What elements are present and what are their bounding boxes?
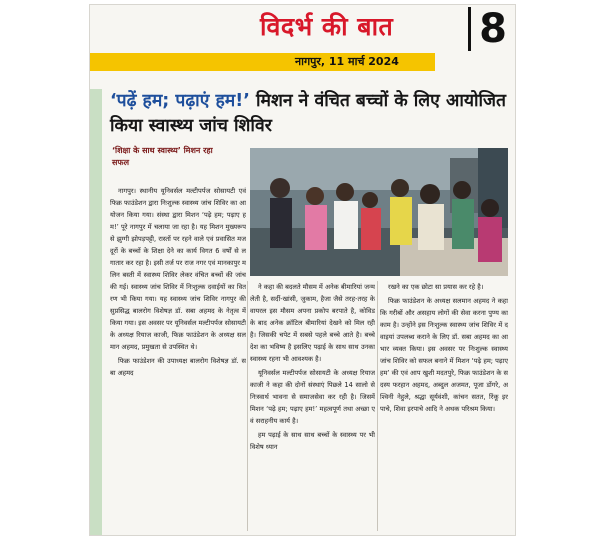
masthead-title: विदर्भ की बात [260, 12, 394, 41]
col2-paragraph: हम पढ़ाई के साथ साथ बच्चों के स्वास्थ्य पर भी विशेष ध्यान [250, 431, 375, 451]
article-column-2 [250, 281, 375, 533]
col3-paragraph: रखने का एक छोटा सा प्रयास कर रहे है। [388, 283, 484, 291]
newspaper-page [90, 5, 515, 535]
side-bar [90, 89, 102, 535]
health-camp-photo [250, 148, 508, 276]
headline [110, 89, 510, 139]
column-rule [377, 281, 378, 531]
col1-paragraph: नागपुर। स्थानीय यूनिवर्सल मल्टीपर्पज सोसायटी एवं फिक्र फाउंडेशन द्वारा निःशुल्क स्वास्थ्य जांच शिविर का आयोजन किया गया। संस्था द्वारा मिशन ‘पढ़े हम; पढ़ाए हम!’ पूरे नागपुर में चलाया जा रहा है। यह मिशन मुख्यरूप से झुग्गी झोपड़पट्टी, रास्तों पर रहने वाले एवं प्रवासित मजदूरों के बच्चों के शिक्षा देने का कार्य विगत 6 वर्षों से लगातार कर रहा है। इसी तर्ज पर राज नगर एवं मानकापुर मलिन बस्ती में स्वास्थ्य शिविर लेकर वंचित बच्चों की जांच की गई। स्वास्थ्य जांच शिविर में निःशुल्क दवाईयों का वितरण भी किया गया। यह स्वास्थ्य जांच शिविर नागपुर की सुप्रसिद्ध बालरोग विशेषज्ञ डॉ. सबा अहमद के नेतृत्व में किया गया। इस अवसर पर यूनिवर्सल मल्टीपर्पज सोसायटी के अध्यक्ष रियाज काजी, फिक्र फाउंडेशन के अध्यक्ष सलमान अहमद, प्रमुखता से उपस्थित थे। [110, 187, 246, 351]
headline-quote: ‘पढ़ें हम; पढ़ाएं हम!’ [110, 91, 250, 111]
article-photo [250, 148, 508, 276]
col3-paragraph: फिक्र फाउंडेशन के अध्यक्ष सलमान अहमद ने कहा कि गरीबों और असहाय लोगों की सेवा करना पुण्य का काम है। उन्होंने इस निःशुल्क स्वास्थ्य जांच शिविर में दवाइयां उपलब्ध कराने के लिए डॉ. सबा अहमद का आभार व्यक्त किया। इस अवसर पर निःशुल्क स्वास्थ्य जांच शिविर को सफल बनाने में मिशन ‘पढ़े हम; पढ़ाए हम’ की एवं आप खुशी मदतपुरे, फिक्र फाउंडेशन के सदस्य फरहान अहमद, अब्दुल अजमत, पूजा डोंगरे, अश्विनी नेहुले, श्रद्धा सूर्यवंशी, कांचन सतत, रिंकू इरपाचे, शिवा इरपाचे आदि ने अथक परिश्रम किया। [380, 297, 508, 413]
kicker: ‘शिक्षा के साथ स्वास्थ्य’ मिशन रहा सफल [112, 146, 213, 167]
dateline: नागपुर, 11 मार्च 2024 [295, 55, 399, 68]
col1-paragraph: फिक्र फाउंडेशन की उपाध्यक्ष बालरोग विशेषज्ञ डॉ. सबा अहमद [110, 357, 246, 377]
col2-paragraph: यूनिवर्सल मल्टीपर्पज सोसायटी के अध्यक्ष रियाज काजी ने कहा की दोनों संस्थाएं पिछले 14 सालो से निःस्वार्थ भावना से समाजसेवा कर रही है। जिसमें मिशन ‘पढ़े हम; पढ़ाए हम!’ महत्वपूर्ण तथा अच्छा एवं सराहनीय कार्य है। [250, 369, 375, 425]
col2-paragraph: ने कहा की बदलते मौसम में अनेक बीमारियां जन्म लेती है, सर्दी-खांसी, जुकाम, हैजा जैसे तरह-तरह के वायरल इस मौसम अपना प्रकोप बरपाते है, कोविड के बाद अनेक क्रॉटिल बीमारियां देखने को मिल रही है। जिसकी चपेट में सबसे पहले बच्चे आते है। बच्चे देश का भविष्य है इसलिए पढ़ाई के साथ साथ उनका स्वास्थ्य रहना भी आवश्यक है। [250, 283, 375, 363]
headline-rest: मिशन ने वंचित बच्चों के लिए आयोजित किया स्वास्थ्य जांच शिविर [110, 91, 507, 136]
article-column-1 [110, 185, 246, 533]
page-number: 8 [468, 7, 507, 51]
article-column-3 [380, 281, 508, 533]
column-rule [247, 281, 248, 531]
